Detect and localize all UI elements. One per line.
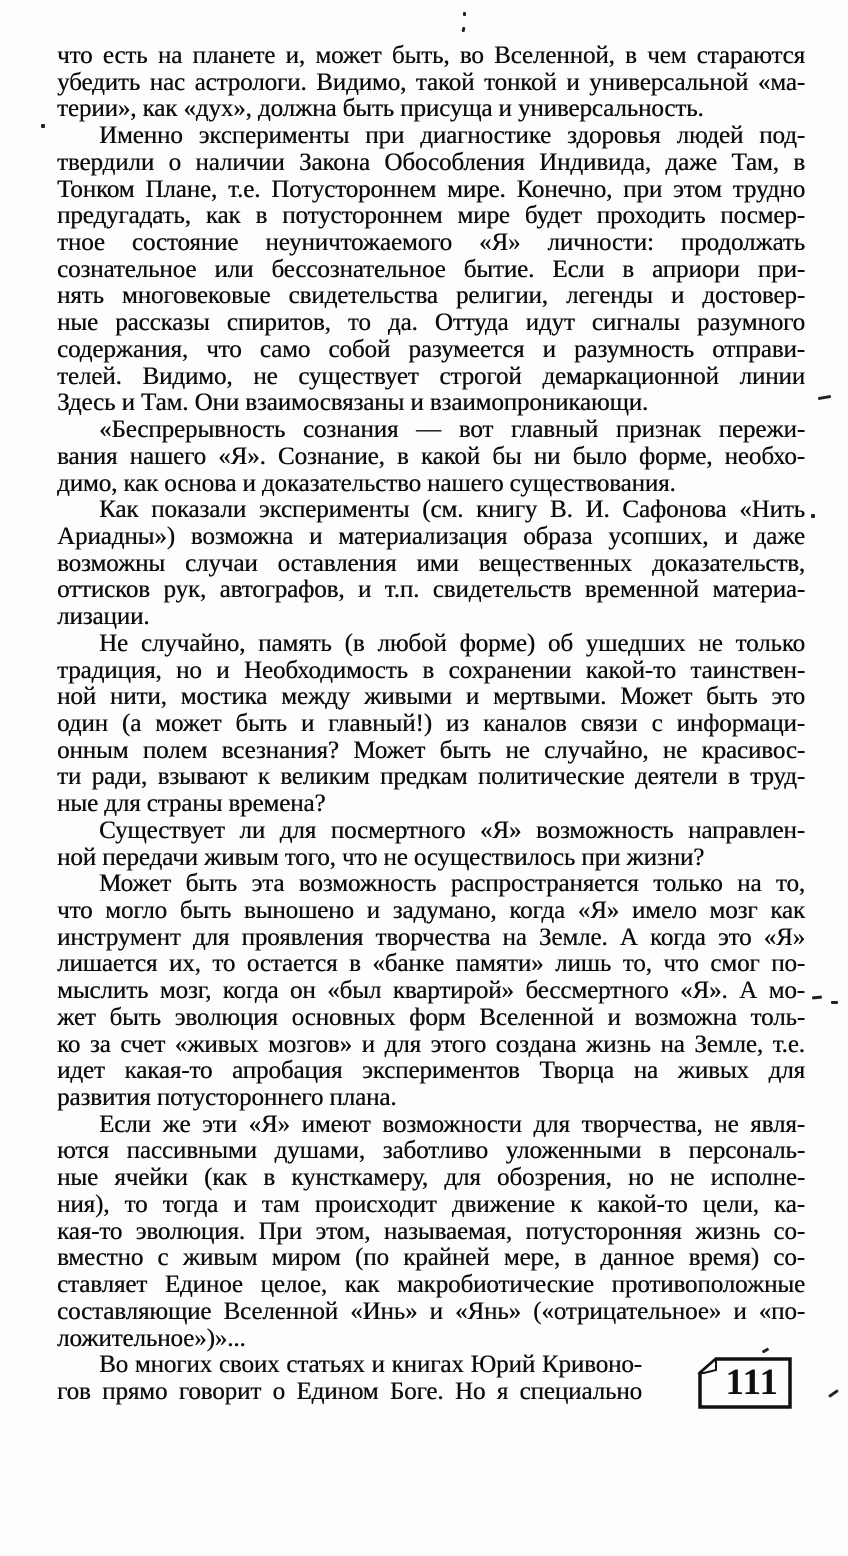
text-line: онным полем всезнания? Может быть не случайно, не красивос- xyxy=(57,736,805,764)
text-line: ния), то тогда и там происходит движение к какой-то цели, ка- xyxy=(57,1190,805,1218)
text-line: ти ради, взывают к великим предкам политические деятели в труд- xyxy=(57,763,805,791)
text-line: ставляет Единое целое, как макробиотические противоположные xyxy=(57,1271,805,1299)
paragraph xyxy=(57,417,805,497)
scan-artifact xyxy=(462,27,466,33)
scan-artifact xyxy=(831,1001,838,1004)
paragraph xyxy=(57,818,805,871)
scan-artifact xyxy=(811,514,815,518)
text-line: лишается их, то остается в «банке памяти» лишь то, что смог по- xyxy=(57,950,805,978)
text-line: составляющие Вселенной «Инь» и «Янь» («отрицательное» и «по- xyxy=(57,1297,805,1325)
paragraph xyxy=(57,497,805,631)
text-line: «Беспрерывность сознания — вот главный признак пережи- xyxy=(99,416,805,444)
text-line: Существует ли для посмертного «Я» возможность направлен- xyxy=(99,816,805,844)
text-line: убедить нас астрологи. Видимо, такой тонкой и универсальной «ма- xyxy=(57,68,805,96)
text-line: традиция, но и Необходимость в сохранении какой-то таинствен- xyxy=(57,656,805,684)
paragraph xyxy=(57,1112,805,1352)
text-line: Во многих своих статьях и книгах Юрий Кривоно- xyxy=(99,1351,642,1379)
page-number-box xyxy=(697,1356,793,1410)
scan-artifact xyxy=(818,395,831,400)
text-line: телей. Видимо, не существует строгой демаркационной линии xyxy=(57,362,805,390)
text-line: содержания, что само собой разумеется и разумность отправи- xyxy=(57,335,805,363)
text-line: Может быть эта возможность распространяется только на то, xyxy=(99,870,805,898)
text-line: лизации. xyxy=(57,603,150,631)
text-line: оттисков рук, автографов, и т.п. свидетельств временной материа- xyxy=(57,576,805,604)
scan-artifact xyxy=(812,995,822,999)
text-line: ной передачи живым того, что не осуществилось при жизни? xyxy=(57,843,705,871)
text-line: димо, как основа и доказательство нашего существования. xyxy=(57,469,676,497)
scan-artifact xyxy=(828,1389,839,1398)
paragraph xyxy=(57,43,805,123)
scan-artifact xyxy=(41,124,45,128)
text-line: ются пассивными душами, заботливо уложенными в персональ- xyxy=(57,1137,805,1165)
text-line: что есть на планете и, может быть, во Вселенной, в чем стараются xyxy=(57,42,805,69)
text-line: Здесь и Там. Они взаимосвязаны и взаимопроникающи. xyxy=(57,389,649,417)
text-line: мыслить мозг, когда он «был квартирой» бессмертного «Я». А мо- xyxy=(57,977,805,1005)
text-line: Именно эксперименты при диагностике здоровья людей под- xyxy=(99,122,805,150)
text-line: вместно с живым миром (по крайней мере, в данное время) со- xyxy=(57,1244,805,1272)
text-line: вания нашего «Я». Сознание, в какой бы ни было форме, необхо- xyxy=(57,442,805,470)
text-line: ложительное»)»... xyxy=(57,1324,246,1352)
text-block xyxy=(57,43,805,1406)
paragraph xyxy=(57,123,805,417)
text-line: один (а может быть и главный!) из каналов связи с информаци- xyxy=(57,709,805,737)
text-line: возможны случаи оставления ими вещественных доказательств, xyxy=(57,549,805,577)
text-line: тное состояние неуничтожаемого «Я» личности: продолжать xyxy=(57,229,805,257)
paragraph xyxy=(57,1352,642,1405)
text-line: предугадать, как в потустороннем мире будет проходить посмер- xyxy=(57,202,805,230)
text-line: твердили о наличии Закона Обособления Индивида, даже Там, в xyxy=(57,148,805,176)
text-line: ко за счет «живых мозгов» и для этого создана жизнь на Земле, т.е. xyxy=(57,1030,805,1058)
text-line: инструмент для проявления творчества на Земле. А когда это «Я» xyxy=(57,923,805,951)
text-line: ные рассказы спиритов, то да. Оттуда идут сигналы разумного xyxy=(57,309,805,337)
text-line: ные ячейки (как в кунсткамеру, для обозрения, но не исполне- xyxy=(57,1164,805,1192)
paragraph xyxy=(57,871,805,1111)
text-line: сознательное или бессознательное бытие. Если в априори при- xyxy=(57,255,805,283)
text-line: терии», как «дух», должна быть присуща и универсальность. xyxy=(57,95,704,123)
scan-artifact xyxy=(463,12,466,16)
text-line: развития потустороннего плана. xyxy=(57,1084,397,1112)
text-line: Тонком Плане, т.е. Потустороннем мире. Конечно, при этом трудно xyxy=(57,175,805,203)
text-line: Если же эти «Я» имеют возможности для творчества, не явля- xyxy=(99,1110,805,1138)
text-line: ной нити, мостика между живыми и мертвыми. Может быть это xyxy=(57,683,805,711)
text-line: Не случайно, память (в любой форме) об ушедших не только xyxy=(99,629,805,657)
text-line: ные для страны времена? xyxy=(57,790,326,818)
text-line: гов прямо говорит о Едином Боге. Но я специально xyxy=(57,1377,642,1405)
text-line: жет быть эволюция основных форм Вселенной и возможна толь- xyxy=(57,1003,805,1031)
paragraph xyxy=(57,631,805,818)
text-line: Ариадны») возможна и материализация образа усопших, и даже xyxy=(57,522,805,550)
text-line: Как показали эксперименты (см. книгу В. И. Сафонова «Нить xyxy=(99,496,805,524)
text-line: нять многовековые свидетельства религии, легенды и достовер- xyxy=(57,282,805,310)
page-number: 111 xyxy=(725,1362,779,1403)
text-line: что могло быть выношено и задумано, когда «Я» имело мозг как xyxy=(57,897,805,924)
text-line: идет какая-то апробация экспериментов Творца на живых для xyxy=(57,1057,805,1085)
text-line: кая-то эволюция. При этом, называемая, потусторонняя жизнь со- xyxy=(57,1217,805,1245)
